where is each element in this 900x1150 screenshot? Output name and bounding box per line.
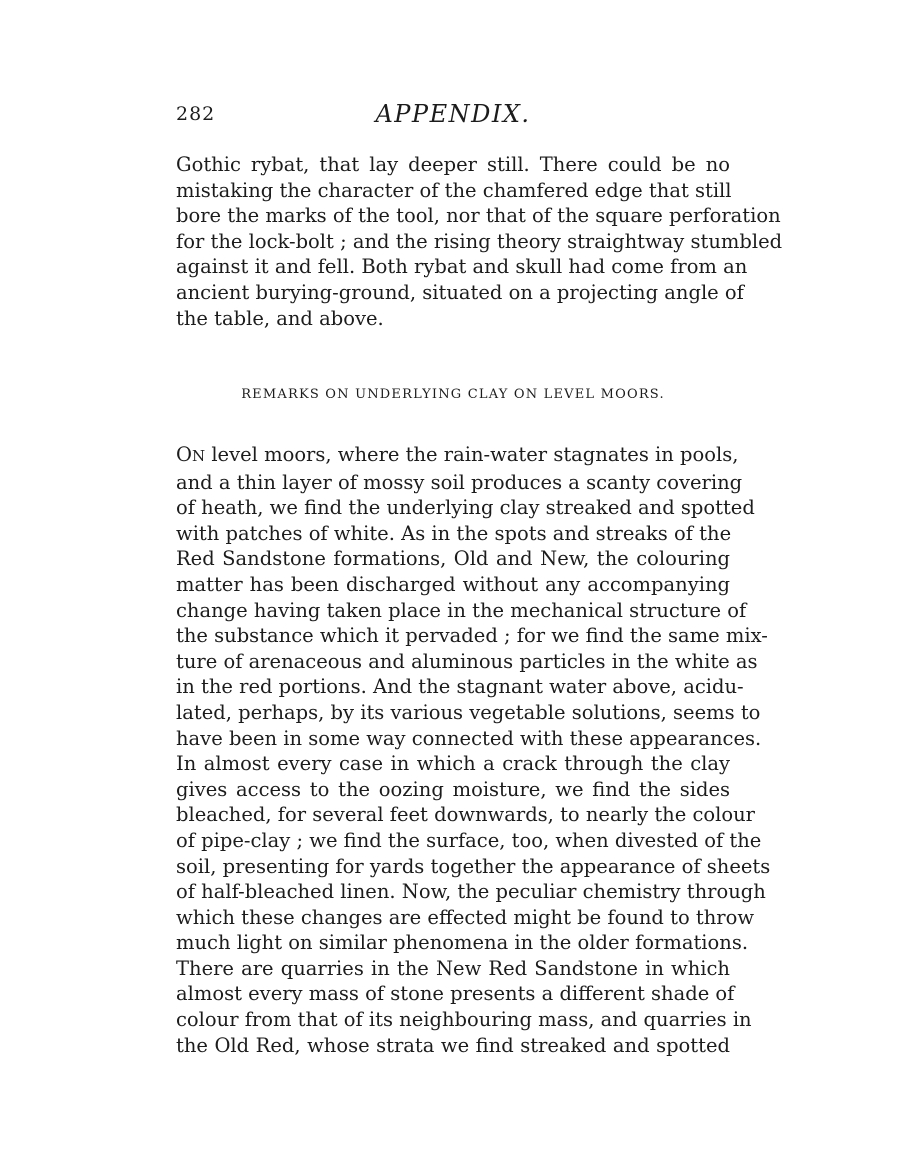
running-head <box>176 100 730 135</box>
text-line: with patches of white. As in the spots and streaks of the <box>176 521 732 545</box>
text-line: There are quarries in the New Red Sandstone in which <box>176 956 730 980</box>
text-line: of half-bleached linen. Now, the peculiar chemistry through <box>176 880 766 904</box>
text-line: against it and fell. Both rybat and skull had come from an <box>176 255 748 279</box>
text-line: the substance which it pervaded ; for we find the same mix- <box>176 624 768 648</box>
text-line-first <box>176 442 739 470</box>
initial-capital: O <box>176 443 192 466</box>
paragraph-continued <box>176 152 783 331</box>
text-line: soil, presenting for yards together the appearance of sheets <box>176 854 771 878</box>
text-line: gives access to the oozing moisture, we find the sides <box>176 777 730 801</box>
text-line: Red Sandstone formations, Old and New, the colouring <box>176 547 730 571</box>
text-line: In almost every case in which a crack through the clay <box>176 752 730 776</box>
page-number: 282 <box>176 103 216 125</box>
text-line: of pipe-clay ; we find the surface, too, when divested of the <box>176 828 762 852</box>
text-line: bore the marks of the tool, nor that of the square perforation <box>176 204 781 228</box>
text-line: and a thin layer of mossy soil produces a scanty covering <box>176 470 743 494</box>
text-line: in the red portions. And the stagnant water above, acidu- <box>176 675 744 699</box>
text-line: the table, and above. <box>176 306 384 330</box>
paragraph-remarks <box>176 442 771 1058</box>
text-line: matter has been discharged without any accompanying <box>176 572 730 596</box>
text-line: have been in some way connected with these appearances. <box>176 726 762 750</box>
text-line: which these changes are effected might be found to throw <box>176 905 755 929</box>
text-line: mistaking the character of the chamfered edge that still <box>176 178 732 202</box>
text-line: Gothic rybat, that lay deeper still. There could be no <box>176 153 730 176</box>
section-heading: REMARKS ON UNDERLYING CLAY ON LEVEL MOORS. <box>241 387 665 402</box>
text-line: ture of arenaceous and aluminous particles in the white as <box>176 649 758 673</box>
text-line: ancient burying-ground, situated on a projecting angle of <box>176 280 744 304</box>
text-line: change having taken place in the mechanical structure of <box>176 598 747 622</box>
running-title: APPENDIX. <box>375 100 531 128</box>
text-line: of heath, we find the underlying clay streaked and spotted <box>176 496 755 520</box>
text-line: lated, perhaps, by its various vegetable solutions, seems to <box>176 700 761 724</box>
text-line: for the lock-bolt ; and the rising theory straightway stumbled <box>176 229 783 253</box>
text-line: colour from that of its neighbouring mass, and quarries in <box>176 1008 752 1032</box>
text-line: bleached, for several feet downwards, to nearly the colour <box>176 803 756 827</box>
first-line-text: level moors, where the rain-water stagnates in pools, <box>205 443 739 466</box>
small-capital: N <box>192 447 206 465</box>
text-line: much light on similar phenomena in the older formations. <box>176 931 749 955</box>
text-line: almost every mass of stone presents a different shade of <box>176 982 735 1006</box>
text-line: the Old Red, whose strata we find streaked and spotted <box>176 1033 730 1057</box>
